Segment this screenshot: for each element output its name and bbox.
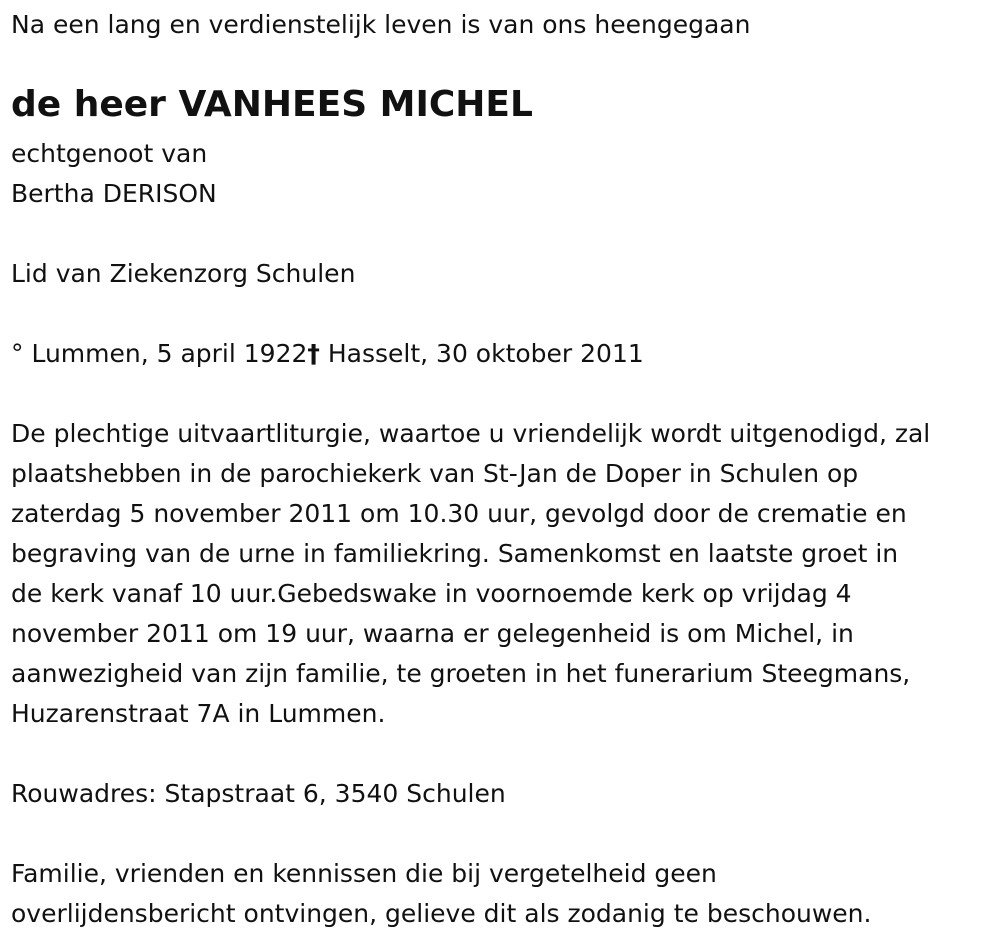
mourning-address: Rouwadres: Stapstraat 6, 3540 Schulen	[11, 779, 506, 808]
death-symbol: †	[307, 339, 320, 368]
closing-line: overlijdensbericht ontvingen, gelieve dit als zodanig te beschouwen.	[11, 899, 872, 928]
ceremony-line: de kerk vanaf 10 uur.Gebedswake in voornoemde kerk op vrijdag 4	[11, 579, 852, 608]
closing-paragraph	[11, 854, 871, 934]
ceremony-line: Huzarenstraat 7A in Lummen.	[11, 699, 386, 728]
ceremony-line: plaatshebben in de parochiekerk van St-Jan de Doper in Schulen op	[11, 459, 859, 488]
ceremony-line: zaterdag 5 november 2011 om 10.30 uur, gevolgd door de crematie en	[11, 499, 907, 528]
birth-date: Lummen, 5 april 1922	[31, 339, 308, 368]
ceremony-line: aanwezigheid van zijn familie, te groeten in het funerarium Steegmans,	[11, 659, 911, 688]
death-date: Hasselt, 30 oktober 2011	[327, 339, 644, 368]
birth-symbol: °	[11, 339, 24, 368]
ceremony-line: november 2011 om 19 uur, waarna er gelegenheid is om Michel, in	[11, 619, 854, 648]
spouse-label: echtgenoot van	[11, 139, 208, 168]
membership-text: Lid van Ziekenzorg Schulen	[11, 259, 356, 288]
ceremony-line: begraving van de urne in familiekring. Samenkomst en laatste groet in	[11, 539, 899, 568]
spouse-name: Bertha DERISON	[11, 179, 217, 208]
ceremony-line: De plechtige uitvaartliturgie, waartoe u vriendelijk wordt uitgenodigd, zal	[11, 419, 931, 448]
ceremony-paragraph	[11, 414, 996, 734]
intro-text: Na een lang en verdienstelijk leven is van ons heengegaan	[11, 10, 751, 39]
closing-line: Familie, vrienden en kennissen die bij vergetelheid geen	[11, 859, 717, 888]
life-dates	[11, 334, 644, 374]
deceased-name: de heer VANHEES MICHEL	[11, 84, 533, 125]
